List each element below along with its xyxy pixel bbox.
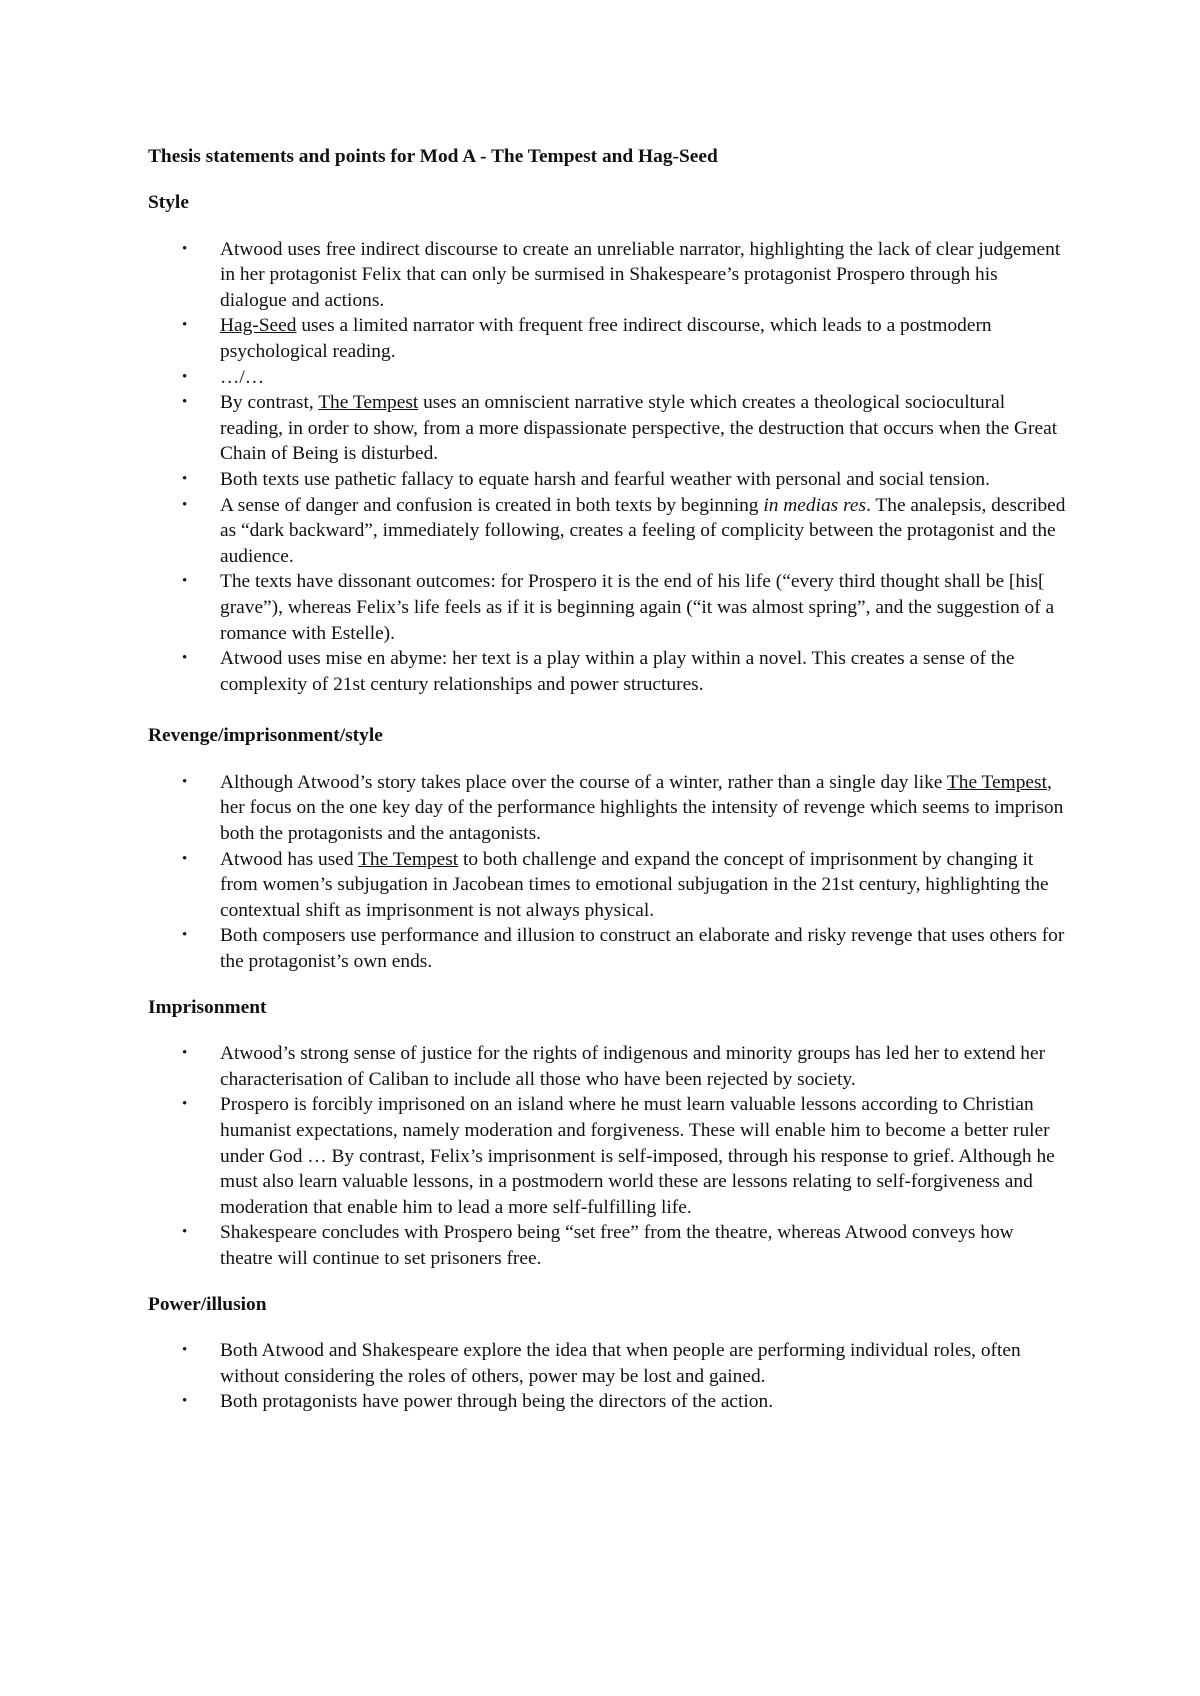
item-text: …/…	[220, 366, 265, 388]
bullet-icon: •	[182, 240, 188, 257]
list-item	[148, 237, 1068, 314]
list-item	[148, 1041, 1068, 1092]
item-text: Atwood uses mise en abyme: her text is a play within a play within a novel. This creates a sense of the complexity of 21st century relationships and power structures.	[220, 648, 1015, 695]
item-text: to both challenge and expand the concept of imprisonment by changing it from women’s subjugation in Jacobean times to emotional subjugation in the 21st century, highlighting the contextual shift as imprisonment is not always physical.	[220, 848, 1049, 921]
bullet-icon: •	[182, 394, 188, 411]
item-text: Prospero is forcibly imprisoned on an island where he must learn valuable lessons according to Christian humanist expectations, namely moderation and forgiveness. These will enable him to become a better ruler under God … By contrast, Felix’s imprisonment is self-imposed, through his response to grief. Although he must also learn valuable lessons, in a postmodern world these are lessons relating to self-forgiveness and moderation that enable him to lead a more self-fulfilling life.	[220, 1094, 1055, 1218]
list-item	[148, 1092, 1068, 1220]
list-item	[148, 923, 1068, 974]
item-text: , her focus on the one key day of the performance highlights the intensity of revenge which seems to imprison both the protagonists and the antagonists.	[220, 771, 1064, 845]
item-text: . The analepsis, described as “dark backward”, immediately following, creates a feeling of complicity between the protagonist and the audience.	[220, 494, 1066, 567]
item-text: Both texts use pathetic fallacy to equate harsh and fearful weather with personal and social tension.	[220, 468, 990, 490]
title-reference: The Tempest	[946, 771, 1047, 793]
title-reference: The Tempest	[358, 848, 459, 870]
bullet-icon: •	[182, 850, 188, 867]
list-item	[148, 313, 1068, 364]
list-item	[148, 467, 1068, 493]
bullet-icon: •	[182, 368, 188, 385]
italic-phrase: in medias res	[763, 494, 867, 516]
bullet-icon: •	[182, 1045, 188, 1062]
bullet-icon: •	[182, 317, 188, 334]
item-text: Atwood uses free indirect discourse to create an unreliable narrator, highlighting the lack of clear judgement in her protagonist Felix that can only be surmised in Shakespeare’s protagonist Prospero through his dialogue and actions.	[220, 238, 1061, 311]
list-item	[148, 770, 1068, 847]
title-reference: The Tempest	[318, 392, 419, 414]
title-reference: Hag-Seed	[220, 315, 297, 337]
list-item	[148, 847, 1068, 924]
list-item	[148, 569, 1068, 646]
section-heading-3: Power/illusion	[148, 1293, 267, 1315]
bullet-icon: •	[182, 470, 188, 487]
list-item	[148, 493, 1068, 570]
section-list-3	[148, 1338, 1068, 1415]
item-text: A sense of danger and confusion is created in both texts by beginning	[220, 494, 764, 516]
item-text: Atwood’s strong sense of justice for the rights of indigenous and minority groups has led her to extend her characterisation of Caliban to include all those who have been rejected by society.	[220, 1043, 1046, 1090]
list-item	[148, 390, 1068, 467]
item-text: Both Atwood and Shakespeare explore the idea that when people are performing individual roles, often without considering the roles of others, power may be lost and gained.	[220, 1340, 1021, 1387]
bullet-icon: •	[182, 1224, 188, 1241]
bullet-icon: •	[182, 773, 188, 790]
section-heading-2: Imprisonment	[148, 996, 267, 1018]
item-text: Although Atwood’s story takes place over the course of a winter, rather than a single day like	[220, 771, 947, 793]
document-body	[148, 144, 1068, 1415]
bullet-icon: •	[182, 1393, 188, 1410]
item-text: By contrast,	[220, 392, 319, 414]
item-text: Atwood has used	[220, 848, 359, 870]
list-item	[148, 1338, 1068, 1389]
section-list-1	[148, 770, 1068, 975]
document-title: Thesis statements and points for Mod A - The Tempest and Hag-Seed	[148, 146, 718, 167]
list-item	[148, 1220, 1068, 1271]
list-item	[148, 646, 1068, 697]
item-text: uses an omniscient narrative style which creates a theological sociocultural reading, in order to show, from a more dispassionate perspective, the destruction that occurs when the Great Chain of Being is disturbed.	[220, 392, 1058, 465]
section-list-0	[148, 237, 1068, 698]
section-heading-1: Revenge/imprisonment/style	[148, 725, 383, 747]
bullet-icon: •	[182, 573, 188, 590]
list-item	[148, 1389, 1068, 1415]
section-list-2	[148, 1041, 1068, 1271]
item-text: uses a limited narrator with frequent free indirect discourse, which leads to a postmodern psychological reading.	[220, 315, 992, 362]
item-text: Shakespeare concludes with Prospero being “set free” from the theatre, whereas Atwood conveys how theatre will continue to set prisoners free.	[220, 1222, 1014, 1269]
bullet-icon: •	[182, 650, 188, 667]
bullet-icon: •	[182, 496, 188, 513]
bullet-icon: •	[182, 1342, 188, 1359]
item-text: Both composers use performance and illusion to construct an elaborate and risky revenge that uses others for the protagonist’s own ends.	[220, 925, 1065, 973]
section-heading-0: Style	[148, 192, 189, 213]
bullet-icon: •	[182, 1096, 188, 1113]
list-item	[148, 365, 1068, 391]
item-text: The texts have dissonant outcomes: for Prospero it is the end of his life (“every third thought shall be [his[ grave”), whereas Felix’s life feels as if it is beginning again (“it was almost spring”, and the suggestion of a romance with Estelle).	[220, 571, 1055, 644]
bullet-icon: •	[182, 927, 188, 944]
item-text: Both protagonists have power through being the directors of the action.	[220, 1391, 774, 1413]
